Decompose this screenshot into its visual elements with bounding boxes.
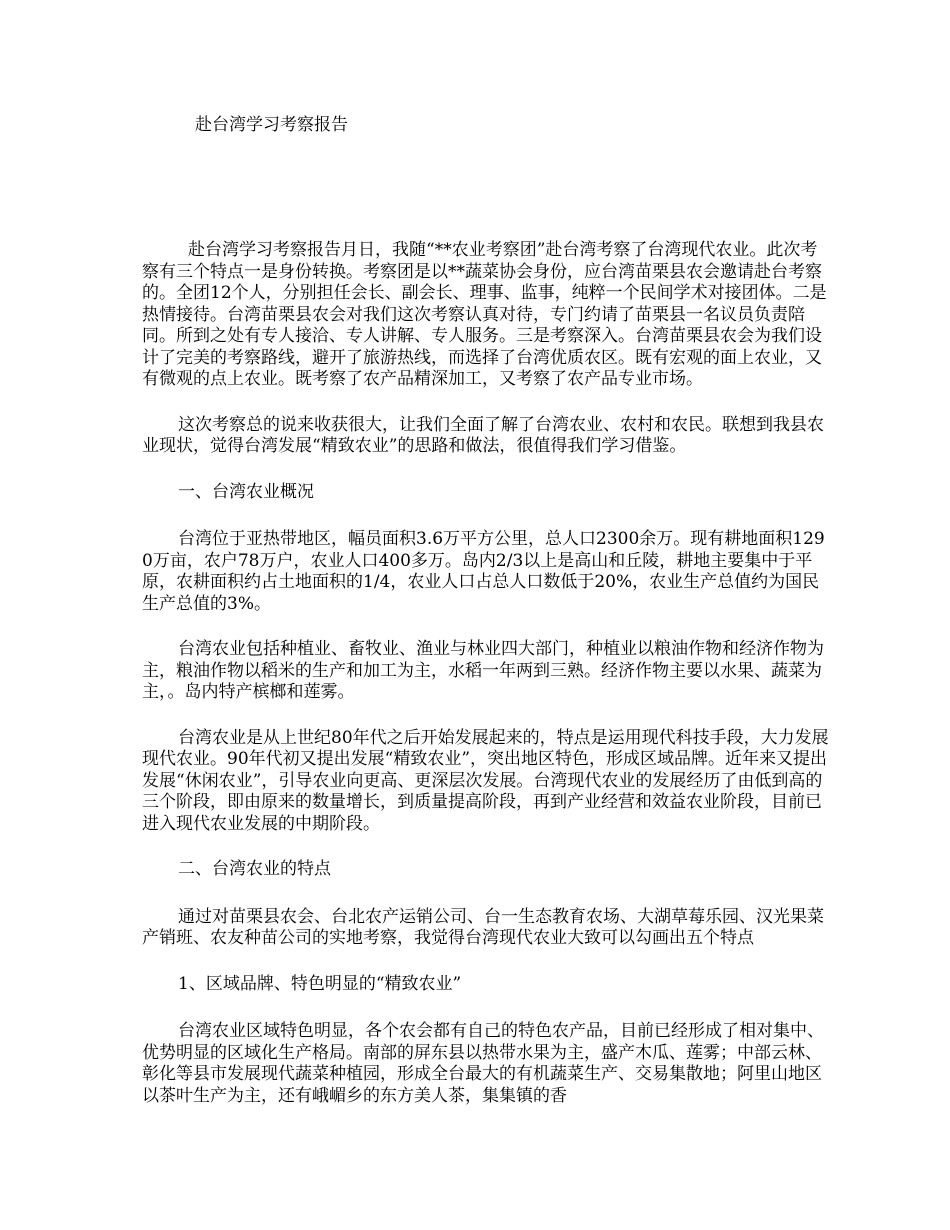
document-body [142,240,832,1131]
paragraph-history: 台湾农业是从上世纪80年代之后开始发展起来的，特点是运用现代科技手段，大力发展现代农业。90年代初又提出发展“精致农业”，突出地区特色，形成区域品牌。近年来又提出发展“休闲农业”，引导农业向更高、更深层次发展。台湾现代农业的发展经历了由低到高的三个阶段，即由原来的数量增长，到质量提高阶段，再到产业经营和效益农业阶段，目前已进入现代农业发展的中期阶段。 [142,727,829,834]
document-title: 赴台湾学习考察报告 [195,115,348,135]
paragraph-intro: 赴台湾学习考察报告月日，我随“**农业考察团”赴台湾考察了台湾现代农业。此次考察有三个特点一是身份转换。考察团是以**蔬菜协会身份，应台湾苗栗县农会邀请赴台考察的。全团12个人，分别担任会长、副会长、理事、监事，纯粹一个民间学术对接团体。二是热情接待。台湾苗栗县农会对我们这次考察认真对待，专门约请了苗栗县一名议员负责陪同。所到之处有专人接洽、专人讲解、专人服务。三是考察深入。台湾苗栗县农会为我们设计了完美的考察路线，避开了旅游热线，而选择了台湾优质农区。既有宏观的面上农业，又有微观的点上农业。既考察了农产品精深加工，又考察了农产品专业市场。 [142,240,827,389]
paragraph-geography: 台湾位于亚热带地区，幅员面积3.6万平方公里，总人口2300余万。现有耕地面积1290万亩，农户78万户，农业人口400多万。岛内2/3以上是高山和丘陵，耕地主要集中于平原，农耕面积约占土地面积的1/4，农业人口占总人口数低于20%，农业生产总值约为国民生产总值的3%。 [142,529,825,614]
paragraph-regional-features: 台湾农业区域特色明显，各个农会都有自己的特色农产品，目前已经形成了相对集中、优势明显的区域化生产格局。南部的屏东县以热带水果为主，盛产木瓜、莲雾；中部云林、彰化等县市发展现代蔬菜种植园，形成全台最大的有机蔬菜生产、交易集散地；阿里山地区以茶叶生产为主，还有峨嵋乡的东方美人茶，集集镇的香 [142,1021,824,1106]
subsection-heading-regional-brand: 1、区域品牌、特色明显的“精致农业” [178,973,462,994]
section-heading-overview: 一、台湾农业概况 [178,481,314,502]
paragraph-summary: 这次考察总的说来收获很大，让我们全面了解了台湾农业、农村和农民。联想到我县农业现状，觉得台湾发展“精致农业”的思路和做法，很值得我们学习借鉴。 [142,414,824,456]
section-heading-features: 二、台湾农业的特点 [178,859,331,879]
paragraph-sectors: 台湾农业包括种植业、畜牧业、渔业与林业四大部门，种植业以粮油作物和经济作物为主，粮油作物以稻米的生产和加工为主，水稻一年两到三熟。经济作物主要以水果、蔬菜为主，。岛内特产槟榔和莲雾。 [142,639,824,702]
paragraph-field-visits: 通过对苗栗县农会、台北农产运销公司、台一生态教育农场、大湖草莓乐园、汉光果菜产销班、农友种苗公司的实地考察，我觉得台湾现代农业大致可以勾画出五个特点 [142,906,824,948]
